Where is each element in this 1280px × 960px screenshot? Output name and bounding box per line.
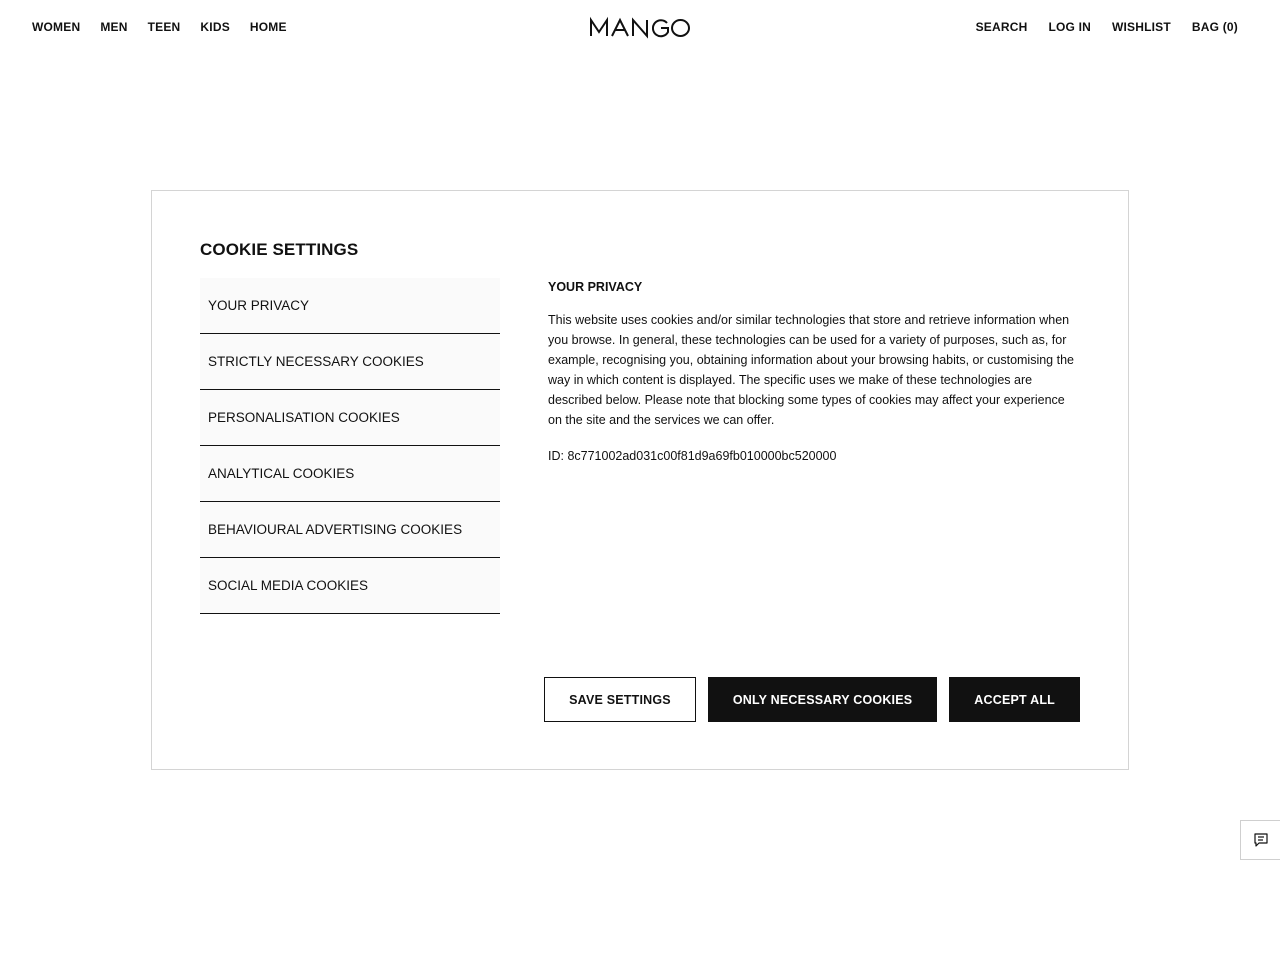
main-nav	[32, 19, 287, 35]
site-header	[0, 0, 1280, 56]
nav-teen-link[interactable]: TEEN	[147, 20, 181, 34]
cookie-settings-modal	[151, 190, 1129, 770]
menu-item-social-media[interactable]: SOCIAL MEDIA COOKIES	[200, 558, 500, 614]
privacy-description: This website uses cookies and/or similar technologies that store and retrieve information when you browse. In general, these technologies can be used for a variety of purposes, such as, for example, recognising you, obtaining information about your browsing habits, or customising the way in which content is displayed. The specific uses we make of these technologies are described below. Please note that blocking some types of cookies may affect your experience on the site and the services we can offer.	[548, 313, 1074, 427]
menu-item-personalisation[interactable]: PERSONALISATION COOKIES	[200, 390, 500, 446]
nav-women-link[interactable]: WOMEN	[32, 20, 81, 34]
accept-all-button[interactable]: ACCEPT ALL	[949, 677, 1080, 722]
modal-actions	[544, 677, 1080, 722]
menu-item-strictly-necessary[interactable]: STRICTLY NECESSARY COOKIES	[200, 334, 500, 390]
modal-title: COOKIE SETTINGS	[200, 240, 359, 259]
chat-feedback-icon	[1253, 832, 1269, 848]
wishlist-link[interactable]: WISHLIST	[1111, 20, 1171, 34]
menu-item-analytical[interactable]: ANALYTICAL COOKIES	[200, 446, 500, 502]
privacy-content-panel	[548, 278, 1082, 466]
mango-logo[interactable]	[589, 16, 691, 40]
cookie-category-menu	[200, 278, 500, 614]
search-link[interactable]: SEARCH	[975, 20, 1028, 34]
content-heading: YOUR PRIVACY	[548, 280, 643, 294]
bag-link[interactable]: BAG (0)	[1191, 20, 1238, 34]
nav-kids-link[interactable]: KIDS	[200, 20, 230, 34]
menu-item-your-privacy[interactable]: YOUR PRIVACY	[200, 278, 500, 334]
nav-home-link[interactable]: HOME	[249, 20, 287, 34]
menu-item-behavioural-advertising[interactable]: BEHAVIOURAL ADVERTISING COOKIES	[200, 502, 500, 558]
save-settings-button[interactable]: SAVE SETTINGS	[544, 677, 696, 722]
nav-men-link[interactable]: MEN	[100, 20, 128, 34]
feedback-button[interactable]	[1240, 820, 1280, 860]
account-nav	[976, 19, 1238, 35]
mango-logo-icon	[589, 16, 691, 40]
login-link[interactable]: LOG IN	[1048, 20, 1091, 34]
consent-id: ID: 8c771002ad031c00f81d9a69fb010000bc520000	[548, 449, 837, 463]
only-necessary-button[interactable]: ONLY NECESSARY COOKIES	[708, 677, 937, 722]
